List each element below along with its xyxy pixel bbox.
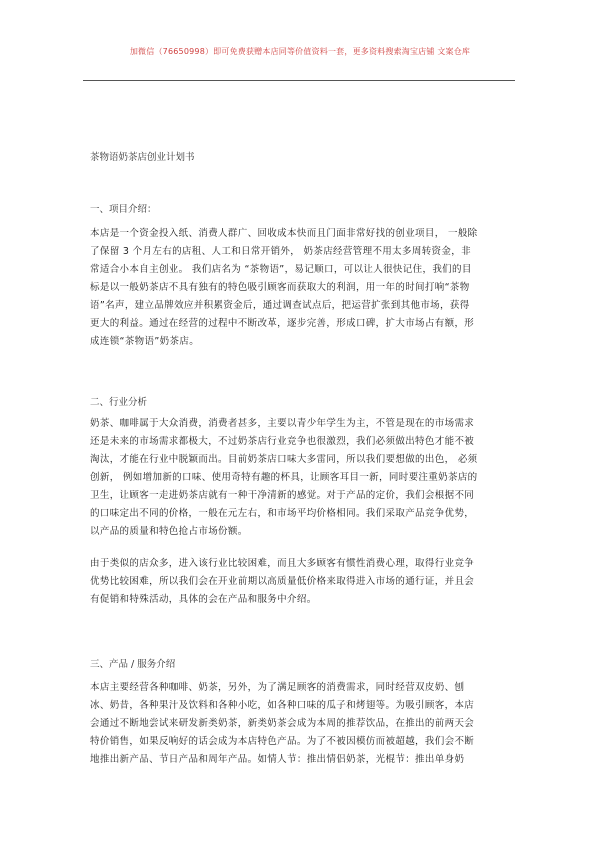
section-heading-products-services: 三、产品 / 服务介绍 [90,659,176,670]
section-heading-project-intro: 一、项目介绍： [90,204,157,215]
text-line: 奶茶、咖啡属于大众消费，消费者甚多，主要以青少年学生为主，不管是现在的市场需求 [90,418,475,429]
section-heading-industry-analysis: 二、行业分析 [90,397,148,408]
text-line: 语”名声，建立品牌效应并积累资金后，通过调查试点后，把运营扩张到其他市场，获得 [90,300,470,311]
paragraph [90,415,510,541]
text-line: 有促销和特殊活动，具体的会在产品和服务中介绍。 [90,594,317,605]
text-line: 地推出新产品、节日产品和周年产品。如情人节：推出情侣奶茶，光棍节：推出单身奶 [90,754,465,765]
header-ad-banner: 加微信（76650998）即可免费获赠本店同等价值资料一套，更多资料搜索淘宝店铺 文案仓库 [129,47,471,56]
text-line: 常适合小本自主创业。 我们店名为 “茶物语”，易记顺口，可以让人很快记住，我们的目 [90,264,472,275]
text-line: 由于类似的店众多，进入该行业比较困难，而且大多顾客有惯性消费心理，取得行业竞争 [90,558,475,569]
text-line: 特价销售，如果反响好的话会成为本店特色产品。为了不被因模仿而被超越，我们会不断 [90,736,475,747]
text-line: 本店是一个资金投入纸、消费人群广、回收成本快而且门面非常好找的创业项目， 一般除 [90,228,478,239]
text-line: 冰、奶昔，各种果汁及饮料和各种小吃，如各种口味的瓜子和烤翅等。为吸引顾客，本店 [90,700,475,711]
text-line: 成连锁“茶物语”奶茶店。 [90,336,200,347]
text-line: 还是未来的市场需求都极大，不过奶茶店行业竞争也很激烈，我们必须做出特色才能不被 [90,436,475,447]
header-divider [83,80,515,81]
paragraph [90,225,510,351]
paragraph [90,555,510,609]
text-line: 创新， 例如增加新的口味、使用奇特有趣的杯具，让顾客耳目一新，同时要注重奶茶店的 [90,472,478,483]
text-line: 淘汰，才能在行业中脱颖而出。目前奶茶店口味大多雷同，所以我们要想做的出色， 必须 [90,454,478,465]
text-line: 会通过不断地尝试来研发新类奶茶，新类奶茶会成为本周的推荐饮品，在推出的前两天会 [90,718,475,729]
text-line: 优势比较困难，所以我们会在开业前期以高质量低价格来取得进入市场的通行证，并且会 [90,576,475,587]
document-title: 茶物语奶茶店创业计划书 [90,152,195,163]
text-line: 以产品的质量和特色抢占市场份额。 [90,526,248,537]
text-line: 更大的利益。通过在经营的过程中不断改革，逐步完善，形成口碑，扩大市场占有额，形 [90,318,475,329]
text-line: 的口味定出不同的价格，一般在元左右，和市场平均价格相同。我们采取产品竞争优势， [90,508,475,519]
paragraph [90,679,510,769]
text-line: 本店主要经营各种咖啡、奶茶，另外，为了满足顾客的消费需求，同时经营双皮奶、刨 [90,682,465,693]
text-line: 了保留 3 个月左右的店租、人工和日常开销外， 奶茶店经营管理不用太多周转资金，非 [90,246,471,257]
text-line: 标是以一般奶茶店不具有独有的特色吸引顾客而获取大的利润，用一年的时间打响“茶物 [90,282,470,293]
text-line: 卫生，让顾客一走进奶茶店就有一种干净清新的感觉。对于产品的定价，我们会根据不同 [90,490,475,501]
